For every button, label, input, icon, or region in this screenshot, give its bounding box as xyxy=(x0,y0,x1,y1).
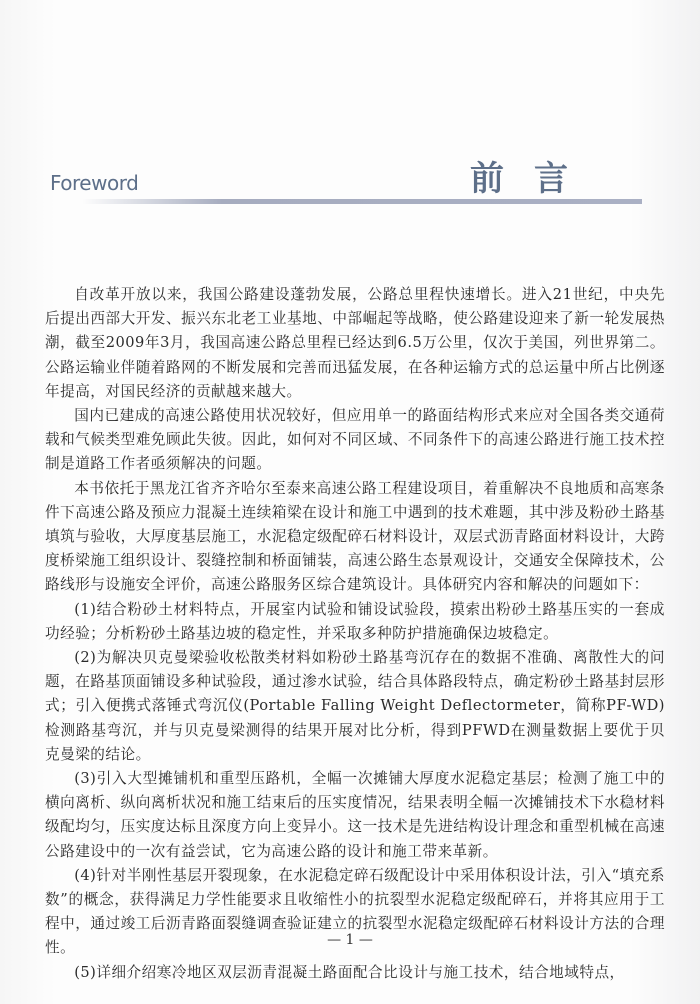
paragraph: 本书依托于黑龙江省齐齐哈尔至泰来高速公路工程建设项目，着重解决不良地质和高寒条件下高速公路及预应力混凝土连续箱梁在设计和施工中遇到的技术难题，其中涉及粉砂土路基填筑与验收，大厚度基层施工，水泥稳定级配碎石材料设计，双层式沥青路面材料设计，大跨度桥梁施工组织设计、裂缝控制和桥面铺装，高速公路生态景观设计，交通安全保障技术，公路线形与设施安全评价，高速公路服务区综合建筑设计。具体研究内容和解决的问题如下： xyxy=(45,479,665,594)
paragraph: (3)引入大型摊铺机和重型压路机，全幅一次摊铺大厚度水泥稳定基层；检测了施工中的横向离析、纵向离析状况和施工结束后的压实度情况，结果表明全幅一次摊铺技术下水稳材料级配均匀，压实度达标且深度方向上变异小。这一技术是先进结构设计理念和重型机械在高速公路建设中的一次有益尝试，它为高速公路的设计和施工带来革新。 xyxy=(45,770,665,860)
page-number: — 1 — xyxy=(327,932,373,948)
paragraph: 国内已建成的高速公路使用状况较好，但应用单一的路面结构形式来应对全国各类交通荷载和气候类型难免顾此失彼。因此，如何对不同区域、不同条件下的高速公路进行施工技术控制是道路工作者亟须解决的问题。 xyxy=(45,407,665,473)
paragraph: (5)详细介绍寒冷地区双层沥青混凝土路面配合比设计与施工技术，结合地域特点， xyxy=(74,963,625,981)
paragraph: (4)针对半刚性基层开裂现象，在水泥稳定碎石级配设计中采用体积设计法，引入“填充系数”的概念，获得满足力学性能要求且收缩性小的抗裂型水泥稳定级配碎石，并将其应用于工程中，通过竣工后沥青路面裂缝调查验证建立的抗裂型水泥稳定级配碎石材料设计方法的合理性。 xyxy=(45,866,665,957)
chapter-title-chinese: 前言 xyxy=(470,159,598,199)
paragraph: (1)结合粉砂土材料特点，开展室内试验和铺设试验段，摸索出粉砂土路基压实的一套成功经验；分析粉砂土路基边坡的稳定性，并采取多种防护措施确保边坡稳定。 xyxy=(45,600,665,642)
chapter-title-english: Foreword xyxy=(50,171,139,195)
paragraph: (2)为解决贝克曼梁验收松散类材料如粉砂土路基弯沉存在的数据不准确、离散性大的问题，在路基顶面铺设多种试验段，通过渗水试验，结合具体路段特点，确定粉砂土路基封层形式；引入便携式落锤式弯沉仪(Portable Falling Weight Deflectormeter，简称PF-WD)检测路基弯沉，并与贝克曼梁测得的结果开展对比分析，得到PFWD在测量数据上要优于贝克曼梁的结论。 xyxy=(45,649,665,763)
paragraph: 自改革开放以来，我国公路建设蓬勃发展，公路总里程快速增长。进入21世纪，中央先后提出西部大开发、振兴东北老工业基地、中部崛起等战略，使公路建设迎来了新一轮发展热潮，截至2009年3月，我国高速公路总里程已经达到6.5万公里，仅次于美国，列世界第二。公路运输业伴随着路网的不断发展和完善而迅猛发展，在各种运输方式的总运量中所占比例逐年提高，对国民经济的贡献越来越大。 xyxy=(45,286,665,400)
chapter-header xyxy=(32,155,612,205)
body-text xyxy=(45,283,665,985)
header-rule-divider xyxy=(82,199,642,204)
